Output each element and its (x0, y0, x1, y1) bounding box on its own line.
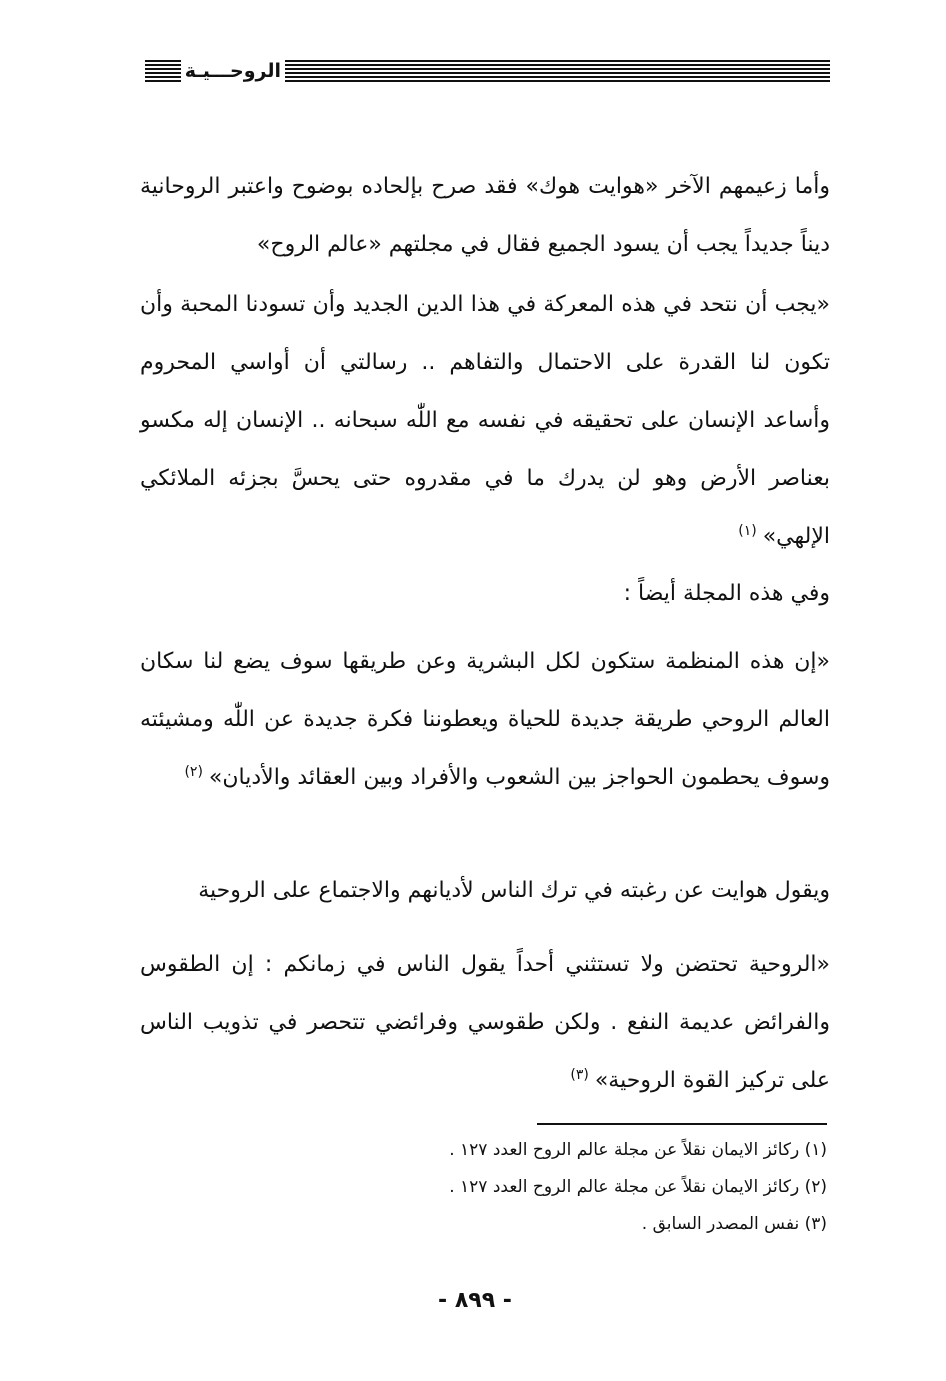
paragraph-2-text (140, 276, 830, 566)
paragraph-1 (140, 158, 830, 274)
paragraph-6-body: «الروحية تحتضن ولا تستثني أحداً يقول الناس في زمانكم : إن الطقوس والفرائض عديمة النفع . ولكن طقوسي وفرائضي تتحصر في تذويب الناس على تركيز القوة الروحية» (140, 952, 830, 1093)
footnote-item: (٣) نفس المصدر السابق . (641, 1214, 827, 1234)
footnote-divider (537, 1123, 827, 1125)
header-title: الروحـــيـة (184, 60, 281, 82)
header-rule-long (285, 60, 830, 82)
paragraph-2-body: «يجب أن نتحد في هذه المعركة في هذا الدين الجديد وأن تسودنا المحبة وأن تكون لنا القدرة على الاحتمال والتفاهم .. رسالتي أن أواسي المحروم وأساعد الإنسان على تحقيقه في نفسه مع اللّٰه سبحانه .. الإنسان إله مكسو بعناصر الأرض وهو لن يدرك ما في مقدروه حتى يحسَّ بجزئه الملائكي الإلهي» (140, 292, 830, 549)
header-rule-short (145, 60, 181, 82)
paragraph-6 (140, 936, 830, 1110)
paragraph-3-text: وفي هذه المجلة أيضاً : (623, 581, 830, 606)
footnote-ref-1: (١) (738, 522, 757, 539)
paragraph-4-text (140, 633, 830, 807)
page-number: - ٨٩٩ - (438, 1288, 512, 1313)
paragraph-4-body: «إن هذه المنظمة ستكون لكل البشرية وعن طريقها سوف يضع لنا سكان العالم الروحي طريقة جديدة للحياة ويعطوننا فكرة جديدة عن اللّٰه ومشيئته وسوف يحطمون الحواجز بين الشعوب والأفراد وبين العقائد والأديان» (140, 649, 830, 790)
paragraph-3 (140, 565, 830, 623)
paragraph-1-text: وأما زعيمهم الآخر «هوايت هوك» فقد صرح بإلحاده بوضوح واعتبر الروحانية ديناً جديداً يجب أن يسود الجميع فقال في مجلتهم «عالم الروح» (140, 174, 830, 257)
footnote-ref-3: (٣) (570, 1066, 589, 1083)
paragraph-6-text (140, 936, 830, 1110)
paragraph-5-text: ويقول هوايت عن رغبته في ترك الناس لأديانهم والاجتماع على الروحية (198, 878, 830, 903)
paragraph-2 (140, 276, 830, 566)
paragraph-5 (140, 862, 830, 920)
paragraph-4 (140, 633, 830, 807)
footnote-item: (١) ركائز الايمان نقلاً عن مجلة عالم الروح العدد ١٢٧ . (449, 1140, 827, 1160)
footnote-ref-2: (٢) (184, 763, 203, 780)
footnotes (300, 1132, 827, 1243)
footnote-item: (٢) ركائز الايمان نقلاً عن مجلة عالم الروح العدد ١٢٧ . (449, 1177, 827, 1197)
running-header (145, 56, 830, 86)
